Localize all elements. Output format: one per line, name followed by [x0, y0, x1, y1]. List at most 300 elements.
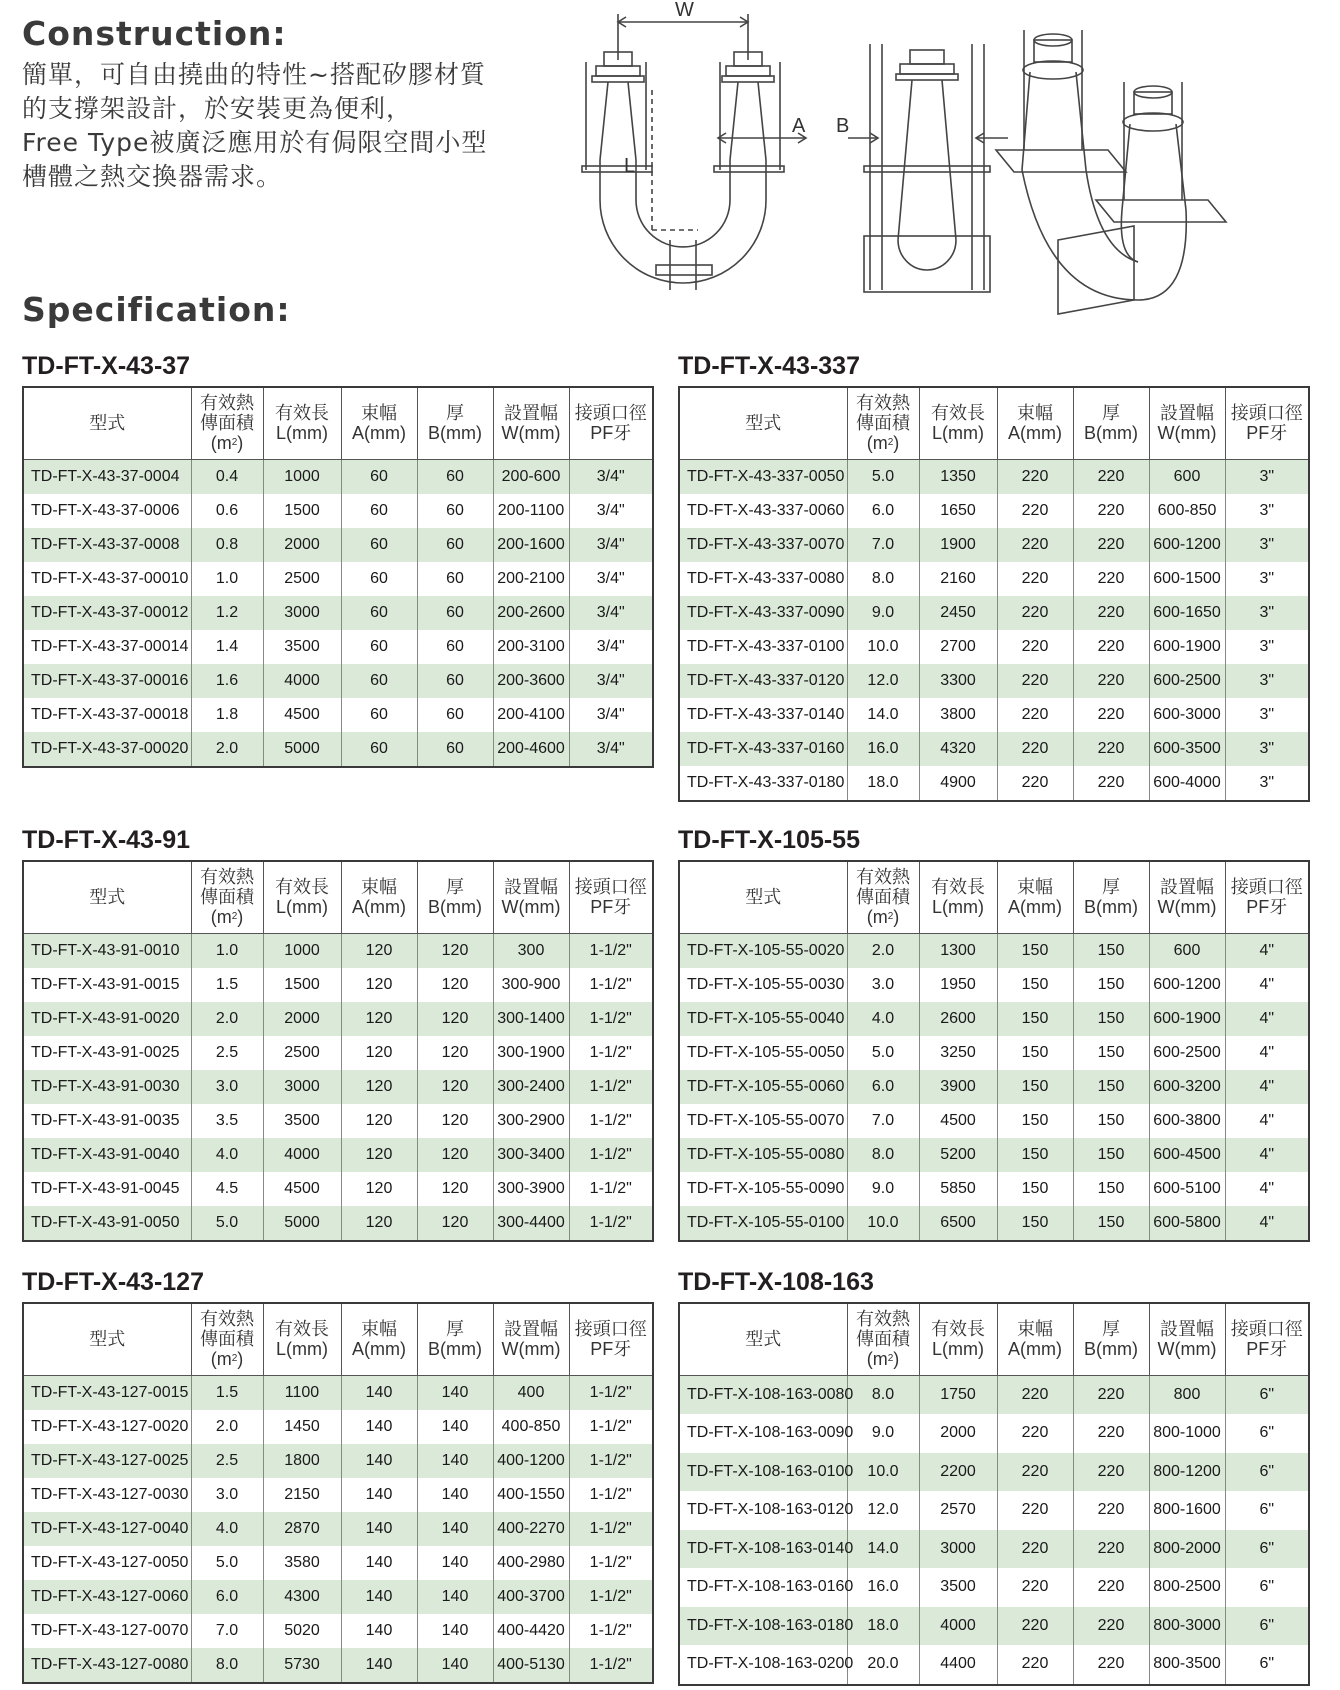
table-cell: 4" — [1225, 1070, 1309, 1104]
header-model — [679, 387, 847, 459]
table-row — [23, 1478, 653, 1512]
table-cell: 60 — [341, 630, 417, 664]
table-row — [679, 596, 1309, 630]
header-thickness-b — [1073, 1303, 1149, 1375]
table-cell: TD-FT-X-43-37-0006 — [23, 494, 191, 528]
table-cell: 3.0 — [191, 1478, 263, 1512]
table-cell: 2000 — [263, 528, 341, 562]
table-row — [679, 1530, 1309, 1569]
table-cell: 60 — [341, 459, 417, 494]
table-cell: 1-1/2" — [569, 1002, 653, 1036]
header-text: A(mm) — [1008, 423, 1062, 444]
table-cell: 60 — [417, 494, 493, 528]
table-cell: 3" — [1225, 562, 1309, 596]
table-row — [23, 1206, 653, 1241]
table-cell: 3" — [1225, 596, 1309, 630]
table-cell: 120 — [341, 1036, 417, 1070]
table-cell: TD-FT-X-43-37-0004 — [23, 459, 191, 494]
header-install-width — [1149, 861, 1225, 933]
table-cell: 200-2600 — [493, 596, 569, 630]
header-text: B(mm) — [1084, 423, 1138, 444]
header-area — [847, 861, 919, 933]
table-cell: 2000 — [919, 1414, 997, 1453]
table-cell: TD-FT-X-43-91-0035 — [23, 1104, 191, 1138]
table-cell: 220 — [997, 528, 1073, 562]
table-title: TD-FT-X-43-91 — [22, 826, 191, 854]
header-connector — [569, 1303, 653, 1375]
table-cell: TD-FT-X-43-91-0040 — [23, 1138, 191, 1172]
table-cell: 1-1/2" — [569, 1410, 653, 1444]
header-text: (m — [866, 433, 888, 454]
table-cell: 150 — [997, 1138, 1073, 1172]
table-cell: TD-FT-X-43-337-0090 — [679, 596, 847, 630]
table-cell: 220 — [1073, 562, 1149, 596]
table-cell: 0.4 — [191, 459, 263, 494]
header-install-width — [1149, 1303, 1225, 1375]
table-cell: 4.0 — [847, 1002, 919, 1036]
table-cell: 220 — [997, 1645, 1073, 1685]
header-text: (m — [866, 907, 888, 928]
table-cell: 3000 — [919, 1530, 997, 1569]
table-cell: 60 — [417, 596, 493, 630]
table-cell: 1500 — [263, 968, 341, 1002]
table-row — [679, 766, 1309, 801]
table-cell: 8.0 — [847, 1375, 919, 1414]
table-row — [679, 933, 1309, 968]
table-cell: 6.0 — [191, 1580, 263, 1614]
table-cell: 3500 — [919, 1568, 997, 1607]
table-cell: 1750 — [919, 1375, 997, 1414]
table-cell: 1-1/2" — [569, 1648, 653, 1683]
table-cell: TD-FT-X-43-127-0030 — [23, 1478, 191, 1512]
table-row — [679, 1104, 1309, 1138]
table-cell: 6" — [1225, 1375, 1309, 1414]
table-cell: 3/4" — [569, 698, 653, 732]
table-cell: 150 — [1073, 1206, 1149, 1241]
table-cell: 4" — [1225, 1206, 1309, 1241]
header-text: 束幅 — [361, 403, 397, 424]
table-cell: 600-1200 — [1149, 968, 1225, 1002]
table-cell: 6" — [1225, 1645, 1309, 1685]
table-cell: 220 — [997, 562, 1073, 596]
table-cell: 3/4" — [569, 528, 653, 562]
table-row — [23, 1002, 653, 1036]
table-cell: 120 — [417, 1138, 493, 1172]
table-cell: 2.5 — [191, 1444, 263, 1478]
header-width-a — [997, 1303, 1073, 1375]
table-cell: 220 — [997, 698, 1073, 732]
table-cell: 140 — [341, 1512, 417, 1546]
table-cell: 2000 — [263, 1002, 341, 1036]
header-text: B(mm) — [1084, 1339, 1138, 1360]
table-cell: 600-3000 — [1149, 698, 1225, 732]
table-cell: 5850 — [919, 1172, 997, 1206]
table-cell: 4.0 — [191, 1512, 263, 1546]
table-cell: 200-2100 — [493, 562, 569, 596]
table-cell: TD-FT-X-43-37-0008 — [23, 528, 191, 562]
table-cell: 300 — [493, 933, 569, 968]
table-row — [679, 494, 1309, 528]
header-model — [23, 861, 191, 933]
table-cell: 140 — [341, 1478, 417, 1512]
header-connector — [569, 387, 653, 459]
table-cell: 60 — [341, 494, 417, 528]
header-text: 有效長 — [931, 403, 985, 424]
table-cell: 600 — [1149, 933, 1225, 968]
table-cell: 60 — [341, 596, 417, 630]
table-cell: 220 — [1073, 494, 1149, 528]
table-row — [679, 1453, 1309, 1492]
header-text: L(mm) — [276, 423, 328, 444]
table-cell: 140 — [341, 1410, 417, 1444]
header-superscript: 2 — [887, 1353, 894, 1365]
header-text: B(mm) — [428, 1339, 482, 1360]
table-cell: 150 — [1073, 1070, 1149, 1104]
header-text: ) — [893, 1349, 900, 1370]
dimension-label-l: L — [624, 155, 636, 177]
table-cell: 120 — [341, 1138, 417, 1172]
table-cell: 150 — [1073, 1036, 1149, 1070]
header-text: 傳面積 — [200, 413, 254, 434]
table-cell: 200-4100 — [493, 698, 569, 732]
header-length — [919, 387, 997, 459]
table-cell: 10.0 — [847, 1453, 919, 1492]
table-cell: 6.0 — [847, 1070, 919, 1104]
table-cell: 140 — [417, 1546, 493, 1580]
header-text: 傳面積 — [200, 1329, 254, 1350]
header-text: 厚 — [446, 1319, 464, 1340]
table-cell: 150 — [997, 1070, 1073, 1104]
header-area — [191, 861, 263, 933]
table-row — [679, 1491, 1309, 1530]
header-text: 厚 — [446, 403, 464, 424]
header-text: 有效熱 — [856, 867, 910, 888]
table-row — [679, 1138, 1309, 1172]
table-cell: 4.0 — [191, 1138, 263, 1172]
header-model — [679, 861, 847, 933]
table-title: TD-FT-X-105-55 — [678, 826, 860, 854]
table-cell: TD-FT-X-105-55-0080 — [679, 1138, 847, 1172]
construction-description — [22, 58, 487, 194]
table-cell: 300-2400 — [493, 1070, 569, 1104]
table-cell: TD-FT-X-43-127-0040 — [23, 1512, 191, 1546]
table-cell: 4" — [1225, 1138, 1309, 1172]
table-cell: 150 — [1073, 1138, 1149, 1172]
table-cell: 3.0 — [191, 1070, 263, 1104]
table-row — [679, 1607, 1309, 1646]
table-cell: 2150 — [263, 1478, 341, 1512]
header-text: 厚 — [1102, 403, 1120, 424]
table-cell: 3.0 — [847, 968, 919, 1002]
header-text: 設置幅 — [1160, 403, 1214, 424]
table-cell: 60 — [417, 698, 493, 732]
table-cell: 3500 — [263, 630, 341, 664]
header-superscript: 2 — [231, 1353, 238, 1365]
table-row — [679, 1414, 1309, 1453]
table-row — [23, 1648, 653, 1683]
table-cell: 220 — [1073, 1375, 1149, 1414]
header-superscript: 2 — [231, 911, 238, 923]
table-cell: 140 — [341, 1580, 417, 1614]
table-cell: 220 — [1073, 698, 1149, 732]
table-cell: 220 — [997, 1491, 1073, 1530]
table-cell: TD-FT-X-105-55-0020 — [679, 933, 847, 968]
dimension-label-a: A — [792, 115, 806, 137]
header-text: L(mm) — [932, 1339, 984, 1360]
table-row — [23, 732, 653, 767]
table-cell: TD-FT-X-43-337-0060 — [679, 494, 847, 528]
table-cell: 1000 — [263, 459, 341, 494]
table-row — [679, 1002, 1309, 1036]
table-cell: 220 — [997, 1453, 1073, 1492]
table-cell: 800-2000 — [1149, 1530, 1225, 1569]
table-cell: 3580 — [263, 1546, 341, 1580]
table-cell: TD-FT-X-108-163-0180 — [679, 1607, 847, 1646]
header-text: 設置幅 — [1160, 1319, 1214, 1340]
table-cell: 1-1/2" — [569, 1070, 653, 1104]
header-text: ) — [237, 1349, 244, 1370]
table-cell: 5.0 — [191, 1206, 263, 1241]
table-cell: 60 — [417, 562, 493, 596]
table-cell: 120 — [417, 1104, 493, 1138]
header-text: 設置幅 — [504, 877, 558, 898]
table-cell: 4500 — [919, 1104, 997, 1138]
table-cell: 140 — [341, 1648, 417, 1683]
header-area — [847, 387, 919, 459]
table-cell: TD-FT-X-43-337-0160 — [679, 732, 847, 766]
table-cell: 1-1/2" — [569, 1206, 653, 1241]
table-cell: 2.0 — [191, 1002, 263, 1036]
header-text: 傳面積 — [856, 413, 910, 434]
table-cell: 150 — [1073, 1104, 1149, 1138]
table-cell: 300-900 — [493, 968, 569, 1002]
table-cell: 3/4" — [569, 459, 653, 494]
table-cell: 0.8 — [191, 528, 263, 562]
table-cell: 140 — [341, 1614, 417, 1648]
table-cell: 9.0 — [847, 1414, 919, 1453]
table-cell: TD-FT-X-43-337-0070 — [679, 528, 847, 562]
table-cell: 6" — [1225, 1414, 1309, 1453]
table-cell: 2700 — [919, 630, 997, 664]
table-cell: TD-FT-X-105-55-0090 — [679, 1172, 847, 1206]
table-cell: 9.0 — [847, 596, 919, 630]
table-cell: 400-850 — [493, 1410, 569, 1444]
table-cell: 140 — [417, 1580, 493, 1614]
table-cell: 400-2980 — [493, 1546, 569, 1580]
header-text: ) — [237, 907, 244, 928]
table-cell: 2450 — [919, 596, 997, 630]
specification-heading: Specification: — [22, 290, 291, 329]
table-cell: 7.0 — [191, 1614, 263, 1648]
table-cell: 120 — [417, 1172, 493, 1206]
header-text: 傳面積 — [856, 887, 910, 908]
table-cell: 1.4 — [191, 630, 263, 664]
table-cell: 5000 — [263, 1206, 341, 1241]
header-text: W(mm) — [501, 423, 561, 444]
table-cell: 1-1/2" — [569, 1444, 653, 1478]
table-cell: 1900 — [919, 528, 997, 562]
table-cell: 800-3000 — [1149, 1607, 1225, 1646]
table-cell: 4" — [1225, 1172, 1309, 1206]
table-cell: 150 — [997, 1002, 1073, 1036]
table-cell: 600-5100 — [1149, 1172, 1225, 1206]
table-cell: 600-3200 — [1149, 1070, 1225, 1104]
table-cell: 200-1100 — [493, 494, 569, 528]
table-cell: 120 — [341, 1172, 417, 1206]
header-text: A(mm) — [1008, 897, 1062, 918]
table-cell: 800-1600 — [1149, 1491, 1225, 1530]
table-cell: 220 — [1073, 766, 1149, 801]
table-cell: 5.0 — [191, 1546, 263, 1580]
table-cell: 1-1/2" — [569, 1546, 653, 1580]
table-cell: 3000 — [263, 596, 341, 630]
table-cell: 600-2500 — [1149, 1036, 1225, 1070]
table-cell: 6" — [1225, 1568, 1309, 1607]
header-text: W(mm) — [1157, 897, 1217, 918]
table-cell: 300-1900 — [493, 1036, 569, 1070]
table-cell: 4320 — [919, 732, 997, 766]
description-line: 的支撐架設計，於安裝更為便利， — [22, 94, 413, 123]
header-text: A(mm) — [1008, 1339, 1062, 1360]
table-row — [23, 1036, 653, 1070]
header-superscript: 2 — [887, 911, 894, 923]
table-cell: 2.5 — [191, 1036, 263, 1070]
table-cell: TD-FT-X-43-127-0015 — [23, 1375, 191, 1410]
table-cell: 2570 — [919, 1491, 997, 1530]
table-cell: 1-1/2" — [569, 1375, 653, 1410]
table-cell: TD-FT-X-105-55-0060 — [679, 1070, 847, 1104]
table-cell: 220 — [1073, 1453, 1149, 1492]
table-cell: 600-2500 — [1149, 664, 1225, 698]
header-text: ) — [893, 433, 900, 454]
table-row — [23, 1580, 653, 1614]
table-cell: 120 — [341, 1104, 417, 1138]
table-cell: 3/4" — [569, 664, 653, 698]
header-text: 型式 — [745, 1329, 782, 1350]
table-cell: 140 — [341, 1444, 417, 1478]
table-cell: 150 — [997, 968, 1073, 1002]
header-text: 束幅 — [361, 877, 397, 898]
table-cell: 2200 — [919, 1453, 997, 1492]
table-cell: 14.0 — [847, 698, 919, 732]
table-cell: 400 — [493, 1375, 569, 1410]
table-cell: 800-3500 — [1149, 1645, 1225, 1685]
table-cell: 220 — [997, 1530, 1073, 1569]
table-cell: 12.0 — [847, 664, 919, 698]
table-cell: 60 — [417, 630, 493, 664]
table-title: TD-FT-X-108-163 — [678, 1268, 874, 1296]
table-cell: 120 — [341, 933, 417, 968]
table-cell: 1950 — [919, 968, 997, 1002]
table-cell: 200-4600 — [493, 732, 569, 767]
table-cell: 1-1/2" — [569, 1036, 653, 1070]
table-cell: 3" — [1225, 664, 1309, 698]
table-cell: TD-FT-X-108-163-0160 — [679, 1568, 847, 1607]
table-cell: 150 — [997, 1172, 1073, 1206]
table-cell: 3" — [1225, 766, 1309, 801]
header-connector — [1225, 1303, 1309, 1375]
table-cell: 220 — [1073, 1568, 1149, 1607]
table-cell: 2500 — [263, 1036, 341, 1070]
table-cell: 400-2270 — [493, 1512, 569, 1546]
table-cell: 600-1650 — [1149, 596, 1225, 630]
table-cell: 150 — [997, 1036, 1073, 1070]
table-cell: 220 — [1073, 1530, 1149, 1569]
table-cell: 2600 — [919, 1002, 997, 1036]
header-text: L(mm) — [276, 897, 328, 918]
header-text: 接頭口徑 — [574, 403, 647, 424]
header-text: 厚 — [446, 877, 464, 898]
table-cell: 5000 — [263, 732, 341, 767]
header-width-a — [341, 387, 417, 459]
table-cell: 800 — [1149, 1375, 1225, 1414]
table-cell: 4.5 — [191, 1172, 263, 1206]
header-text: 設置幅 — [504, 1319, 558, 1340]
table-cell: TD-FT-X-43-91-0030 — [23, 1070, 191, 1104]
header-text: (m — [210, 907, 232, 928]
table-cell: TD-FT-X-43-37-00020 — [23, 732, 191, 767]
header-connector — [569, 861, 653, 933]
table-cell: 220 — [997, 596, 1073, 630]
table-cell: 3" — [1225, 528, 1309, 562]
table-cell: 1500 — [263, 494, 341, 528]
header-text: PF牙 — [1246, 423, 1288, 444]
header-text: 設置幅 — [504, 403, 558, 424]
table-cell: 2.0 — [847, 933, 919, 968]
header-text: L(mm) — [932, 897, 984, 918]
table-cell: 5200 — [919, 1138, 997, 1172]
table-row — [23, 630, 653, 664]
table-cell: 4500 — [263, 1172, 341, 1206]
table-cell: 1.5 — [191, 968, 263, 1002]
header-text: 設置幅 — [1160, 877, 1214, 898]
table-cell: 5.0 — [847, 1036, 919, 1070]
header-width-a — [341, 861, 417, 933]
table-cell: 200-3600 — [493, 664, 569, 698]
table-cell: 1.8 — [191, 698, 263, 732]
table-cell: 600-1500 — [1149, 562, 1225, 596]
header-text: PF牙 — [1246, 1339, 1288, 1360]
table-cell: 2870 — [263, 1512, 341, 1546]
table-cell: 300-1400 — [493, 1002, 569, 1036]
table-row — [23, 528, 653, 562]
table-cell: 1.5 — [191, 1375, 263, 1410]
header-text: (m — [866, 1349, 888, 1370]
table-cell: 800-2500 — [1149, 1568, 1225, 1607]
table-cell: TD-FT-X-105-55-0100 — [679, 1206, 847, 1241]
table-cell: 6" — [1225, 1607, 1309, 1646]
table-cell: 150 — [997, 933, 1073, 968]
table-cell: 3500 — [263, 1104, 341, 1138]
table-cell: 4" — [1225, 968, 1309, 1002]
table-cell: 220 — [997, 1607, 1073, 1646]
table-row — [679, 1645, 1309, 1685]
table-cell: 1-1/2" — [569, 1138, 653, 1172]
table-cell: 600 — [1149, 459, 1225, 494]
header-text: 有效長 — [275, 877, 329, 898]
table-cell: 4400 — [919, 1645, 997, 1685]
table-cell: 140 — [417, 1375, 493, 1410]
table-cell: TD-FT-X-43-91-0015 — [23, 968, 191, 1002]
table-cell: 300-3900 — [493, 1172, 569, 1206]
table-cell: 300-2900 — [493, 1104, 569, 1138]
table-row — [23, 1375, 653, 1410]
table-cell: 60 — [417, 664, 493, 698]
table-cell: 120 — [417, 968, 493, 1002]
header-text: PF牙 — [590, 897, 632, 918]
table-title: TD-FT-X-43-337 — [678, 352, 860, 380]
header-text: 有效熱 — [856, 393, 910, 414]
